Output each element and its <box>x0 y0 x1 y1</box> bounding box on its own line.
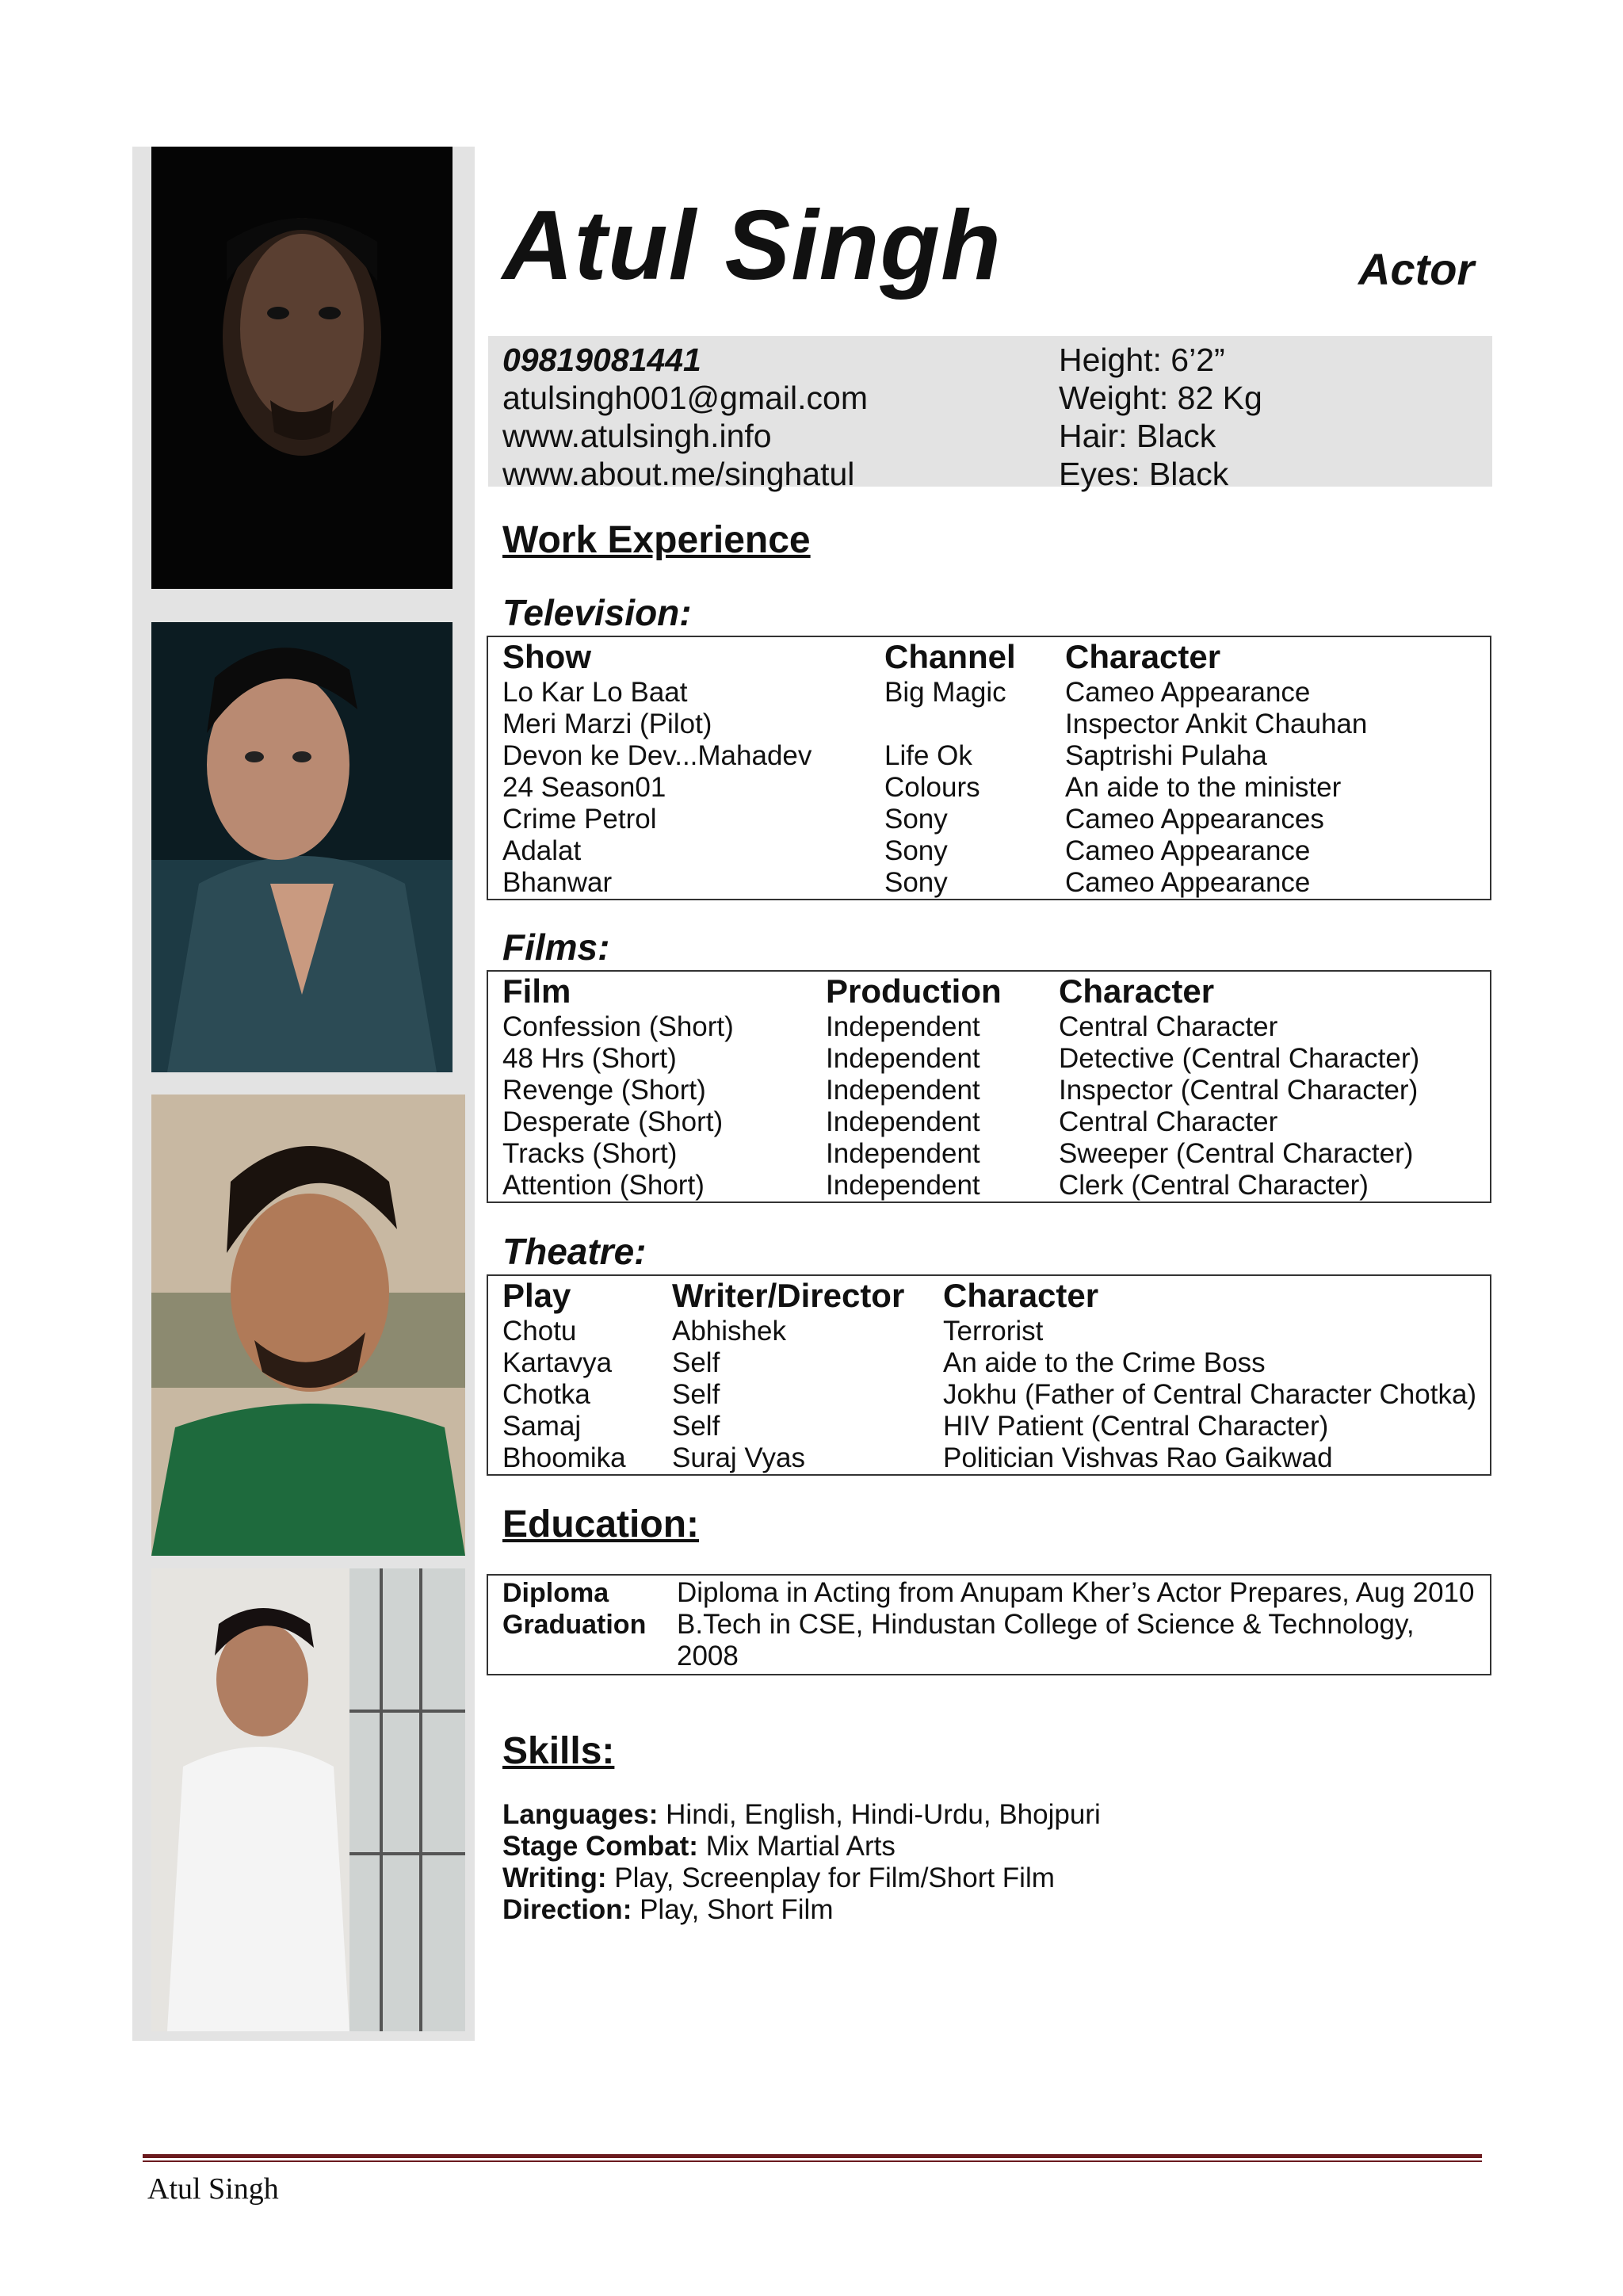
table-cell: 24 Season01 <box>502 772 666 803</box>
column-header: Character <box>1065 638 1221 675</box>
table-cell: Sony <box>884 867 948 898</box>
education-heading: Education: <box>502 1503 699 1545</box>
footer-divider-thin <box>143 2160 1482 2162</box>
column-header: Show <box>502 638 591 675</box>
table-header-row <box>488 972 1490 1011</box>
table-cell: Kartavya <box>502 1347 613 1378</box>
skill-item <box>502 1831 1101 1862</box>
skill-label: Languages: <box>502 1799 659 1830</box>
table-cell: Crime Petrol <box>502 804 657 835</box>
table-cell: Cameo Appearances <box>1065 804 1324 835</box>
education-detail: B.Tech in CSE, Hindustan College of Science & Technology, <box>677 1609 1415 1640</box>
education-detail-continued: 2008 <box>677 1641 739 1671</box>
contact-panel <box>488 336 1492 492</box>
table-cell: Desperate (Short) <box>502 1106 724 1137</box>
table-cell: An aide to the Crime Boss <box>943 1347 1266 1378</box>
television-table <box>487 636 1491 900</box>
table-row <box>488 1577 1490 1609</box>
table-row <box>488 772 1490 804</box>
table-cell: Life Ok <box>884 740 972 771</box>
table-cell: Self <box>672 1411 720 1442</box>
phone-number: 09819081441 <box>502 342 701 378</box>
email-address: atulsingh001@gmail.com <box>502 380 868 416</box>
table-cell: Devon ke Dev...Mahadev <box>502 740 812 771</box>
skill-item <box>502 1799 1101 1831</box>
table-cell: Cameo Appearance <box>1065 677 1311 708</box>
physical-stats <box>1059 341 1262 493</box>
skill-label: Stage Combat: <box>502 1831 698 1862</box>
skill-item <box>502 1894 1101 1926</box>
table-cell: Central Character <box>1059 1011 1278 1042</box>
column-header: Character <box>1059 972 1215 1010</box>
table-row <box>488 1347 1490 1379</box>
table-cell: Terrorist <box>943 1316 1044 1347</box>
skill-label: Direction: <box>502 1894 632 1925</box>
table-cell: Inspector Ankit Chauhan <box>1065 709 1368 739</box>
column-header: Play <box>502 1277 571 1314</box>
contact-info <box>502 341 868 493</box>
table-cell: Sweeper (Central Character) <box>1059 1138 1414 1169</box>
table-cell: Inspector (Central Character) <box>1059 1075 1419 1106</box>
table-row <box>488 1106 1490 1138</box>
table-cell: Lo Kar Lo Baat <box>502 677 688 708</box>
table-cell: Confession (Short) <box>502 1011 734 1042</box>
table-cell: Big Magic <box>884 677 1006 708</box>
footer-divider <box>143 2154 1482 2158</box>
about-me-link: www.about.me/singhatul <box>502 456 855 492</box>
table-header-row <box>488 1276 1490 1316</box>
table-cell: Cameo Appearance <box>1065 867 1311 898</box>
table-cell: Independent <box>826 1075 980 1106</box>
table-cell: Independent <box>826 1106 980 1137</box>
column-header: Channel <box>884 638 1016 675</box>
weight-stat: Weight: 82 Kg <box>1059 380 1262 416</box>
table-row <box>488 1379 1490 1411</box>
skill-value: Hindi, English, Hindi-Urdu, Bhojpuri <box>658 1799 1101 1830</box>
table-cell: Clerk (Central Character) <box>1059 1170 1369 1201</box>
table-cell: Chotu <box>502 1316 577 1347</box>
skills-list <box>502 1799 1101 1926</box>
column-header: Character <box>943 1277 1099 1314</box>
table-row <box>488 1011 1490 1043</box>
table-cell: Independent <box>826 1138 980 1169</box>
table-cell: Revenge (Short) <box>502 1075 706 1106</box>
theatre-table <box>487 1274 1491 1476</box>
television-heading: Television: <box>502 592 692 633</box>
skill-value: Play, Screenplay for Film/Short Film <box>606 1862 1055 1893</box>
table-cell: Samaj <box>502 1411 582 1442</box>
table-cell: Meri Marzi (Pilot) <box>502 709 712 739</box>
table-cell: Detective (Central Character) <box>1059 1043 1420 1074</box>
table-row <box>488 835 1490 867</box>
portrait-photo-window <box>151 1568 465 2031</box>
table-cell: Self <box>672 1347 720 1378</box>
films-heading: Films: <box>502 926 610 968</box>
table-header-row <box>488 637 1490 677</box>
work-experience-heading: Work Experience <box>502 519 811 561</box>
skill-value: Play, Short Film <box>632 1894 834 1925</box>
photo-strip <box>132 147 475 2041</box>
table-row <box>488 867 1490 899</box>
portrait-photo-dark <box>151 147 453 589</box>
table-cell: Cameo Appearance <box>1065 835 1311 866</box>
table-cell: 48 Hrs (Short) <box>502 1043 677 1074</box>
table-cell: Independent <box>826 1170 980 1201</box>
table-row <box>488 677 1490 709</box>
table-cell: Saptrishi Pulaha <box>1065 740 1267 771</box>
education-label: Graduation <box>502 1610 647 1640</box>
table-cell: Central Character <box>1059 1106 1278 1137</box>
table-row <box>488 1411 1490 1442</box>
education-label: Diploma <box>502 1578 609 1608</box>
education-table <box>487 1574 1491 1675</box>
column-header: Production <box>826 972 1002 1010</box>
resume-name: Atul Singh <box>502 191 1002 300</box>
table-row <box>488 1609 1490 1641</box>
table-cell: Sony <box>884 835 948 866</box>
hair-stat: Hair: Black <box>1059 418 1216 454</box>
eyes-stat: Eyes: Black <box>1059 456 1229 492</box>
education-detail: Diploma in Acting from Anupam Kher’s Actor Prepares, Aug 2010 <box>677 1577 1475 1608</box>
table-cell: Self <box>672 1379 720 1410</box>
table-cell: Independent <box>826 1011 980 1042</box>
table-cell: Adalat <box>502 835 582 866</box>
skill-value: Mix Martial Arts <box>697 1831 896 1862</box>
footer-name: Atul Singh <box>147 2172 279 2206</box>
table-cell: Jokhu (Father of Central Character Chotka) <box>943 1379 1477 1410</box>
table-cell: Chotka <box>502 1379 590 1410</box>
website-link: www.atulsingh.info <box>502 418 772 454</box>
table-cell: Bhanwar <box>502 867 613 898</box>
portrait-photo-smiling <box>151 1095 465 1556</box>
table-row <box>488 1641 1490 1672</box>
table-row <box>488 709 1490 740</box>
table-cell: Sony <box>884 804 948 835</box>
table-row <box>488 1442 1490 1474</box>
table-cell: Colours <box>884 772 980 803</box>
table-row <box>488 1170 1490 1201</box>
resume-role: Actor <box>1358 244 1475 294</box>
table-cell: Attention (Short) <box>502 1170 705 1201</box>
table-cell: Independent <box>826 1043 980 1074</box>
table-row <box>488 740 1490 772</box>
column-header: Film <box>502 972 571 1010</box>
column-header: Writer/Director <box>672 1277 905 1314</box>
table-row <box>488 1138 1490 1170</box>
table-cell: Tracks (Short) <box>502 1138 678 1169</box>
table-cell: Suraj Vyas <box>672 1442 805 1473</box>
portrait-photo-leather-jacket <box>151 622 453 1072</box>
table-cell: An aide to the minister <box>1065 772 1342 803</box>
table-row <box>488 804 1490 835</box>
skill-item <box>502 1862 1101 1894</box>
table-row <box>488 1075 1490 1106</box>
skills-heading: Skills: <box>502 1730 615 1772</box>
theatre-heading: Theatre: <box>502 1231 647 1272</box>
height-stat: Height: 6’2” <box>1059 342 1225 378</box>
table-row <box>488 1043 1490 1075</box>
films-table <box>487 970 1491 1203</box>
skill-label: Writing: <box>502 1862 607 1893</box>
table-cell: Abhishek <box>672 1316 786 1347</box>
table-cell: HIV Patient (Central Character) <box>943 1411 1329 1442</box>
table-cell: Politician Vishvas Rao Gaikwad <box>943 1442 1333 1473</box>
table-row <box>488 1316 1490 1347</box>
table-cell: Bhoomika <box>502 1442 626 1473</box>
